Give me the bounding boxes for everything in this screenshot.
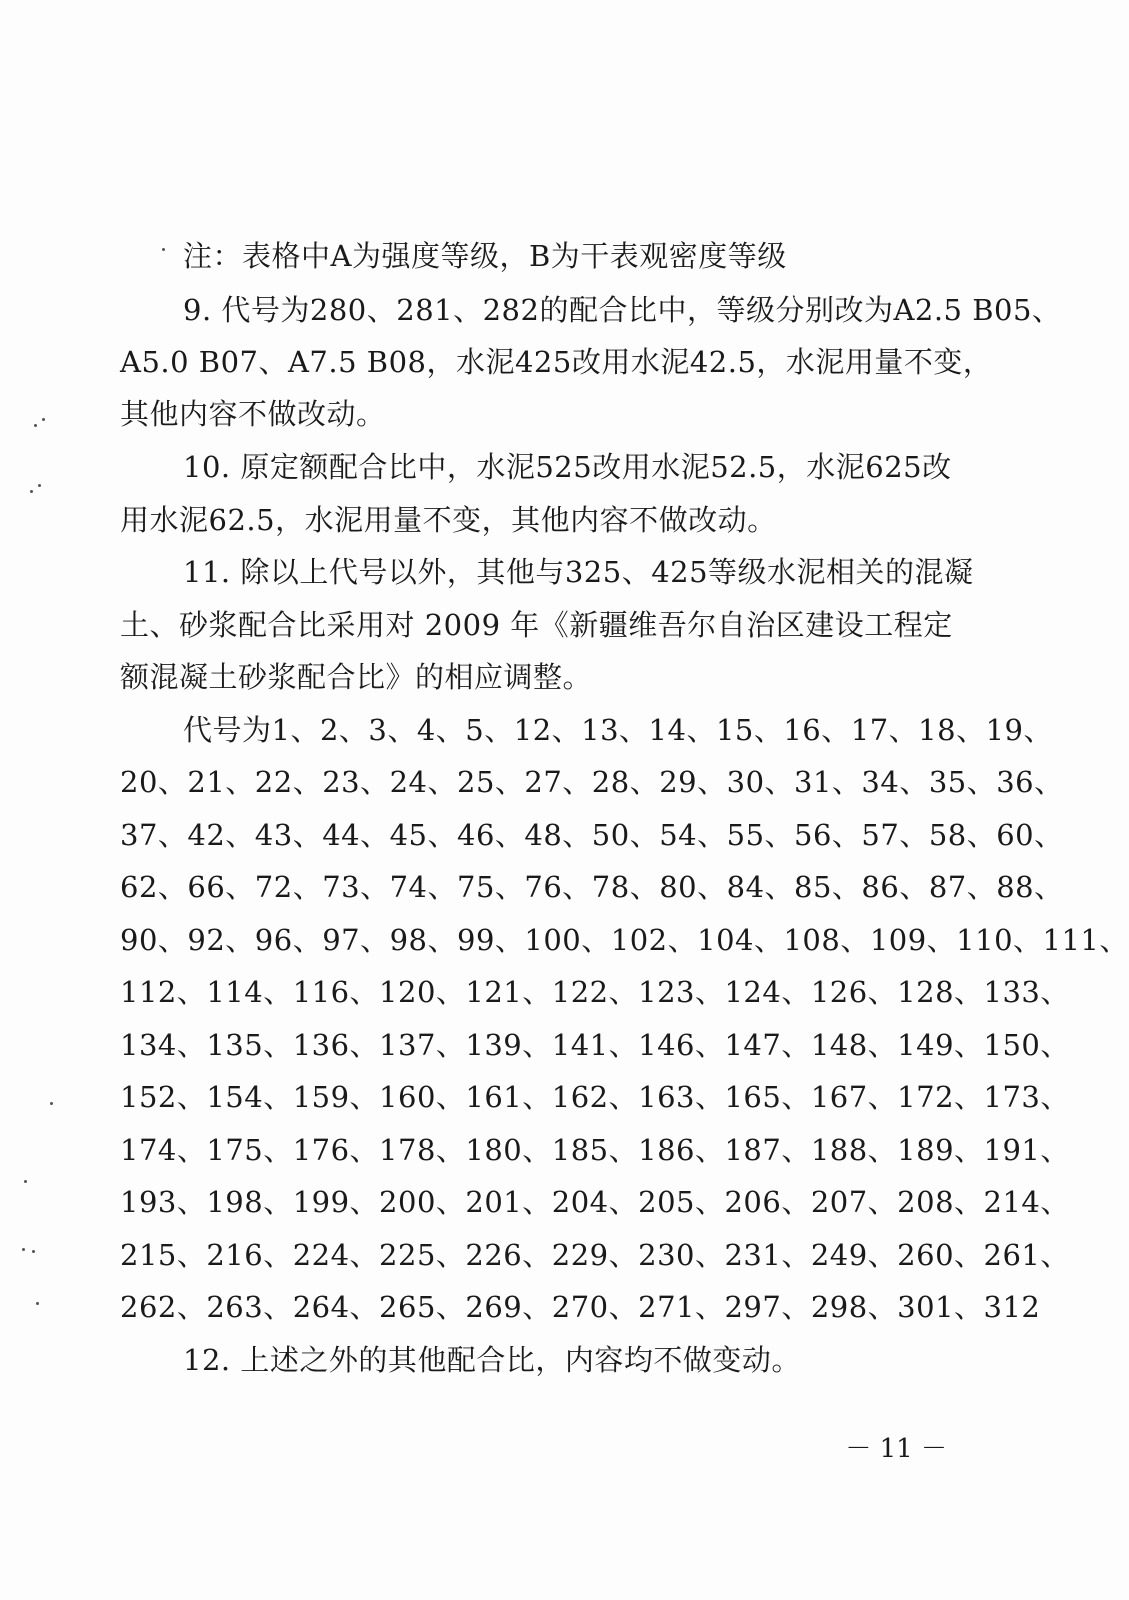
page-number: － 11 － bbox=[845, 1434, 947, 1464]
scan-speck bbox=[36, 1302, 39, 1305]
code-list-line-8: 152、154、159、160、161、162、163、165、167、172、173、 bbox=[120, 1080, 1070, 1114]
code-list-line-11: 215、216、224、225、226、229、230、231、249、260、261、 bbox=[120, 1238, 1070, 1272]
scan-speck bbox=[42, 418, 45, 421]
scan-speck bbox=[38, 484, 41, 487]
code-list-line-10: 193、198、199、200、201、204、205、206、207、208、214、 bbox=[120, 1185, 1070, 1219]
code-list-line-2: 20、21、22、23、24、25、27、28、29、30、31、34、35、36、 bbox=[120, 765, 1064, 799]
item-9-line-2: A5.0 B07、A7.5 B08，水泥425改用水泥42.5，水泥用量不变， bbox=[120, 345, 993, 379]
scan-speck bbox=[162, 248, 165, 251]
item-9-line-1: 9. 代号为280、281、282的配合比中，等级分别改为A2.5 B05、 bbox=[183, 293, 1062, 327]
scan-speck bbox=[24, 1180, 27, 1183]
scan-speck bbox=[32, 1250, 35, 1253]
code-list-line-6: 112、114、116、120、121、122、123、124、126、128、133、 bbox=[120, 975, 1070, 1009]
scan-speck bbox=[50, 1102, 53, 1105]
item-11-line-1: 11. 除以上代号以外，其他与325、425等级水泥相关的混凝 bbox=[183, 555, 974, 589]
scan-speck bbox=[30, 490, 33, 493]
item-9-line-3: 其他内容不做改动。 bbox=[120, 397, 386, 431]
code-list-line-3: 37、42、43、44、45、46、48、50、54、55、56、57、58、60、 bbox=[120, 818, 1064, 852]
code-list-line-4: 62、66、72、73、74、75、76、78、80、84、85、86、87、88、 bbox=[120, 870, 1064, 904]
code-list-line-5: 90、92、96、97、98、99、100、102、104、108、109、110、111、 bbox=[120, 923, 1129, 957]
code-list-line-7: 134、135、136、137、139、141、146、147、148、149、150、 bbox=[120, 1028, 1070, 1062]
code-list-line-9: 174、175、176、178、180、185、186、187、188、189、191、 bbox=[120, 1133, 1070, 1167]
scan-speck bbox=[22, 1248, 25, 1251]
item-12-line-1: 12. 上述之外的其他配合比，内容均不做变动。 bbox=[183, 1343, 801, 1377]
table-note: 注：表格中A为强度等级，B为干表观密度等级 bbox=[183, 239, 787, 273]
item-10-line-2: 用水泥62.5，水泥用量不变，其他内容不做改动。 bbox=[120, 503, 777, 537]
code-list-line-12: 262、263、264、265、269、270、271、297、298、301、312 bbox=[120, 1290, 1041, 1324]
item-10-line-1: 10. 原定额配合比中，水泥525改用水泥52.5，水泥625改 bbox=[183, 450, 952, 484]
item-11-line-3: 额混凝土砂浆配合比》的相应调整。 bbox=[120, 660, 593, 694]
scan-speck bbox=[34, 424, 37, 427]
item-11-line-2: 土、砂浆配合比采用对 2009 年《新疆维吾尔自治区建设工程定 bbox=[120, 608, 953, 642]
code-list-line-1: 代号为1、2、3、4、5、12、13、14、15、16、17、18、19、 bbox=[183, 713, 1053, 747]
